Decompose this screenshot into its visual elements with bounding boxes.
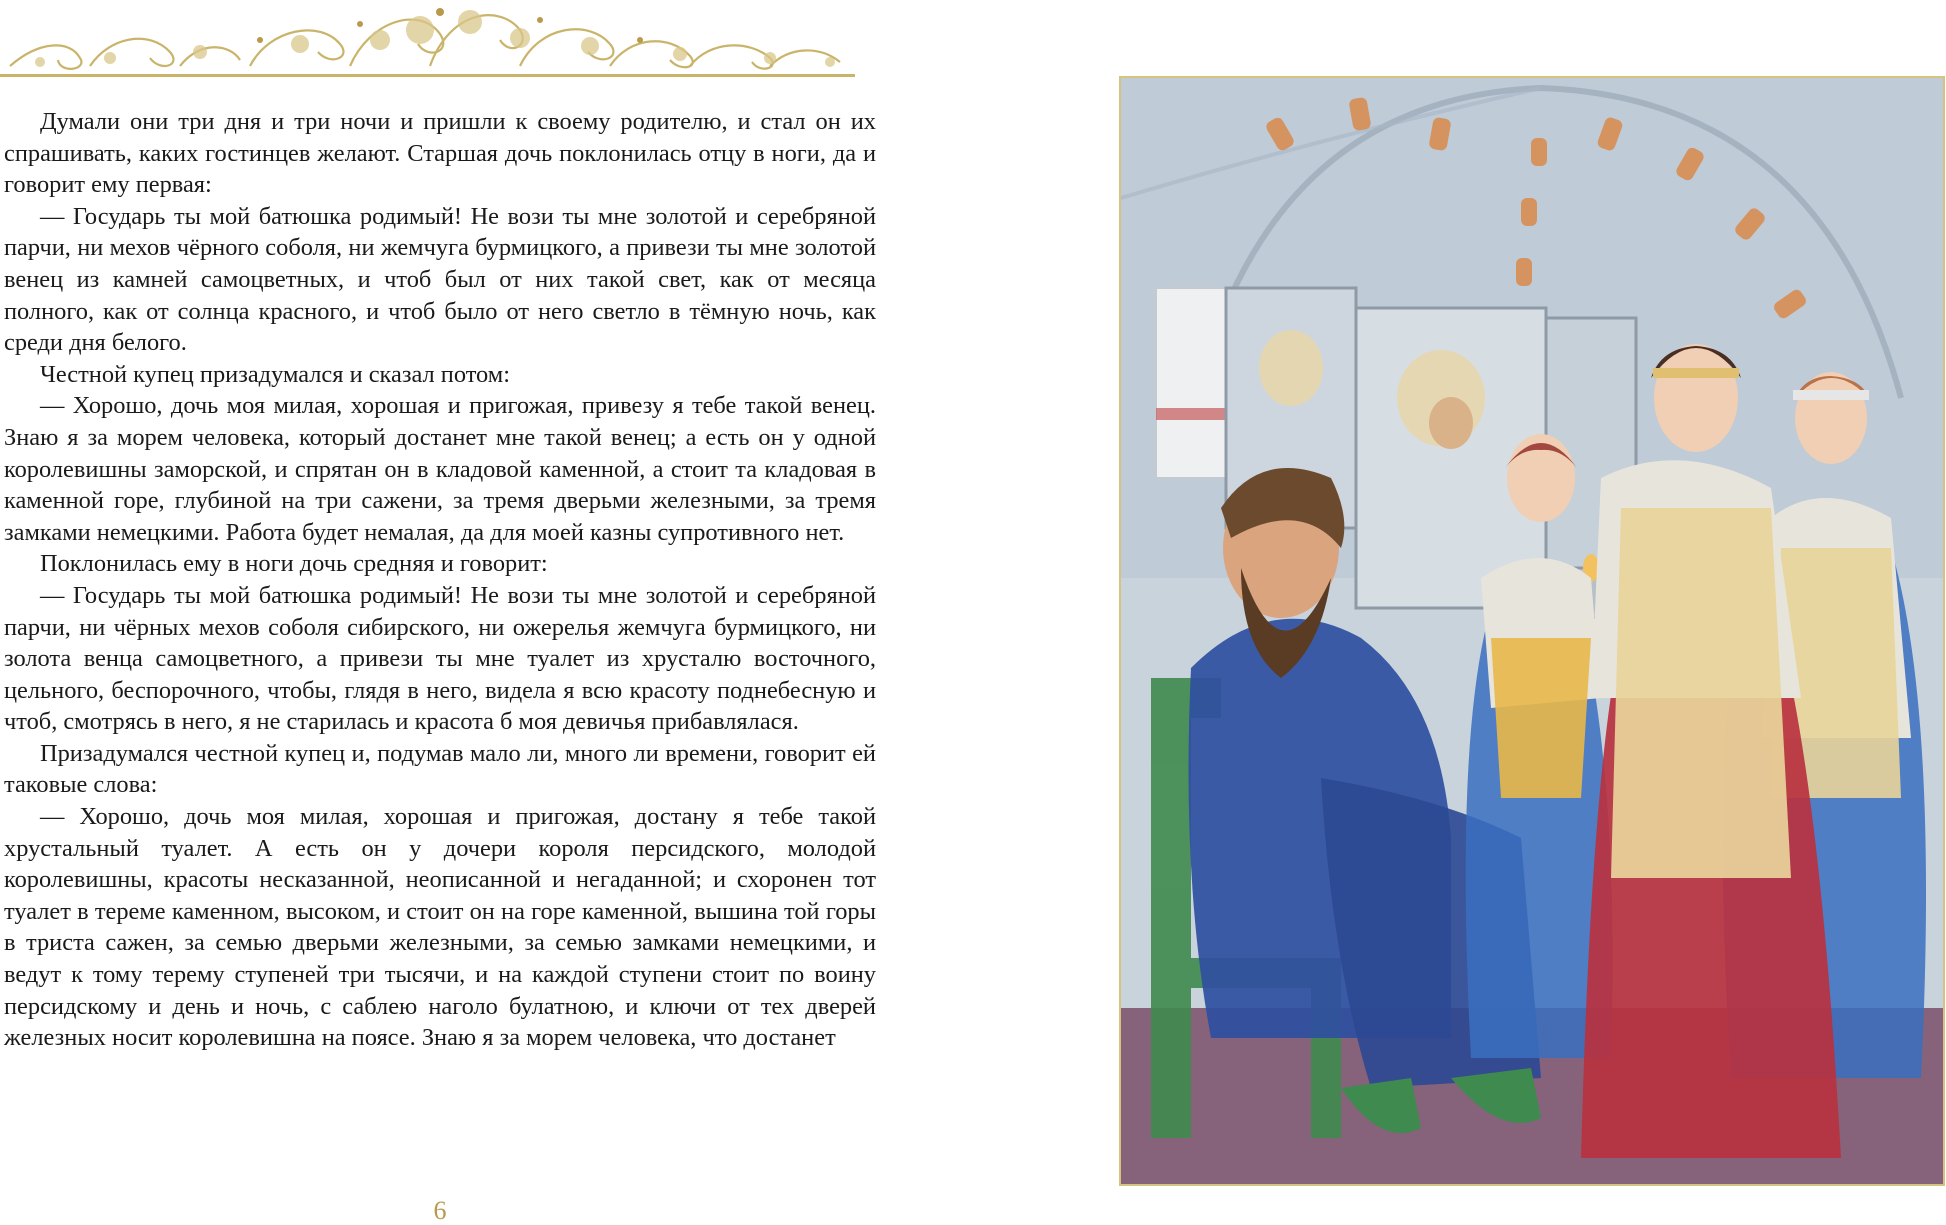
paragraph: — Государь ты мой батюшка родимый! Не вози ты мне золотой и серебряной парчи, ни мехов чёрного соболя, ни жемчуга бурмицкого, а привези ты мне золотой венец из камней самоцветных, и чтоб был от них такой свет, как от месяца полного, как от солнца красного, и чтоб было от него светло в тёмную ночь, как среди дня белого. <box>4 202 876 357</box>
paragraph: — Хорошо, дочь моя милая, хорошая и пригожая, достану я тебе такой хрустальный туалет. А есть он у дочери короля персидского, молодой королевишны, красоты несказанной, неописанной и негаданной; и схоронен тот туалет в тереме каменном, высоком, и стоит он на горе каменной, вышина той горы в триста сажен, за семью дверьми железными, за семью замками немецкими, и ведут к тому терему ступеней три тысячи, и на каждой ступени стоит по воину персидскому и день и ночь, с саблею наголо булатною, и ключи от тех дверей железных носит королевишна на поясе. Знаю я за морем человека, что достанет <box>4 803 876 1052</box>
paragraph: Думали они три дня и три ночи и пришли к своему родителю, и стал он их спрашивать, каких гостинцев желают. Старшая дочь поклонилась отцу в ноги, да и говорит ему первая: <box>4 108 876 199</box>
gold-scroll-ornament-icon <box>0 0 855 80</box>
header-ornament <box>0 0 855 80</box>
paragraph: Призадумался честной купец и, подумав мало ли, много ли времени, говорит ей таковые слова: <box>4 739 876 799</box>
watercolor-illustration-icon <box>1121 78 1943 1184</box>
paragraph: Поклонилась ему в ноги дочь средняя и говорит: <box>40 550 548 578</box>
illustration <box>1119 76 1945 1186</box>
body-text <box>4 106 876 1054</box>
paragraph: Честной купец призадумался и сказал потом: <box>40 360 510 388</box>
page-number: 6 <box>433 1196 447 1225</box>
embroidered-towel <box>1156 288 1226 478</box>
header-rule <box>0 74 855 77</box>
paragraph: — Государь ты мой батюшка родимый! Не вози ты мне золотой и серебряной парчи, ни чёрных мехов соболя сибирского, ни ожерелья жемчуга бурмицкого, ни золота венца самоцветного, а привези ты мне туалет из хрусталю восточного, цельного, беспорочного, чтобы, глядя в него, видела я всю красоту поднебесную и чтоб, смотрясь в него, я не старилась и красота б моя девичья прибавлялася. <box>4 581 876 736</box>
paragraph: — Хорошо, дочь моя милая, хорошая и пригожая, привезу я тебе такой венец. Знаю я за морем человека, который достанет мне такой венец; а есть он у одной королевишны заморской, и спрятан он в кладовой каменной, а стоит та кладовая в каменной горе, глубиной на три сажени, за тремя дверьми железными, за тремя замками немецкими. Работа будет немалая, да для моей казны супротивного нет. <box>4 392 876 546</box>
